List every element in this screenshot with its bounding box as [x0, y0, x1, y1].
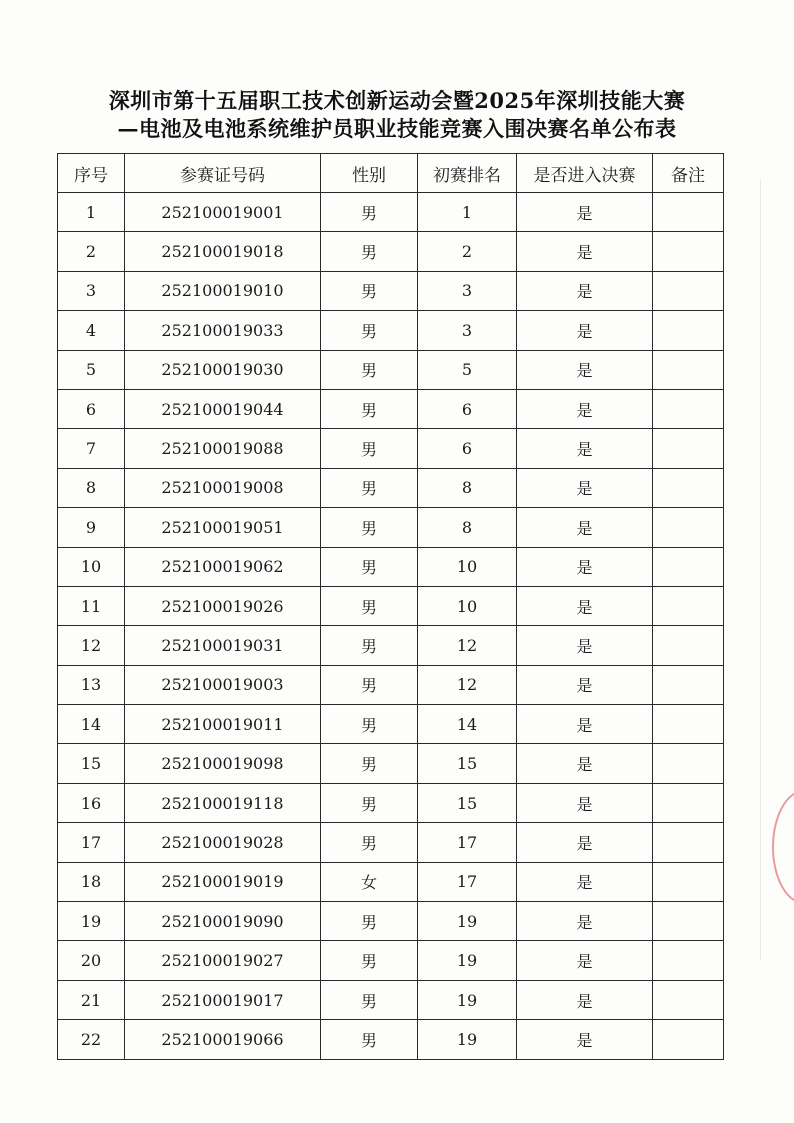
- table-row: [58, 902, 724, 941]
- cell-seq: 7: [58, 429, 125, 468]
- cell-id: 252100019088: [125, 429, 321, 468]
- cell-seq: 19: [58, 902, 125, 941]
- cell-id: 252100019090: [125, 902, 321, 941]
- table-row: [58, 980, 724, 1019]
- cell-rank: 10: [418, 547, 517, 586]
- cell-note: [653, 626, 724, 665]
- cell-note: [653, 1020, 724, 1059]
- cell-rank: 15: [418, 783, 517, 822]
- table-row: [58, 626, 724, 665]
- cell-sex: 男: [321, 193, 418, 232]
- cell-id: 252100019017: [125, 980, 321, 1019]
- cell-id: 252100019027: [125, 941, 321, 980]
- cell-final: 是: [517, 705, 653, 744]
- cell-rank: 14: [418, 705, 517, 744]
- table-row: [58, 468, 724, 507]
- header-seq: 序号: [58, 154, 125, 193]
- cell-id: 252100019031: [125, 626, 321, 665]
- cell-sex: 男: [321, 941, 418, 980]
- cell-id: 252100019008: [125, 468, 321, 507]
- cell-seq: 20: [58, 941, 125, 980]
- table-body: [58, 193, 724, 1060]
- cell-rank: 19: [418, 902, 517, 941]
- cell-sex: 男: [321, 547, 418, 586]
- cell-id: 252100019062: [125, 547, 321, 586]
- cell-id: 252100019028: [125, 823, 321, 862]
- cell-id: 252100019026: [125, 586, 321, 625]
- cell-sex: 男: [321, 232, 418, 271]
- cell-rank: 6: [418, 389, 517, 428]
- cell-note: [653, 941, 724, 980]
- cell-final: 是: [517, 862, 653, 901]
- cell-rank: 10: [418, 586, 517, 625]
- cell-note: [653, 862, 724, 901]
- cell-note: [653, 744, 724, 783]
- cell-note: [653, 665, 724, 704]
- cell-sex: 男: [321, 902, 418, 941]
- cell-final: 是: [517, 193, 653, 232]
- cell-seq: 15: [58, 744, 125, 783]
- cell-sex: 男: [321, 1020, 418, 1059]
- cell-sex: 男: [321, 468, 418, 507]
- cell-sex: 男: [321, 980, 418, 1019]
- cell-rank: 17: [418, 823, 517, 862]
- cell-final: 是: [517, 823, 653, 862]
- cell-note: [653, 547, 724, 586]
- finalist-table: [57, 153, 724, 1060]
- cell-final: 是: [517, 902, 653, 941]
- cell-seq: 9: [58, 508, 125, 547]
- table-row: [58, 232, 724, 271]
- cell-id: 252100019010: [125, 271, 321, 310]
- cell-note: [653, 350, 724, 389]
- table-row: [58, 271, 724, 310]
- cell-rank: 17: [418, 862, 517, 901]
- cell-rank: 3: [418, 311, 517, 350]
- table-row: [58, 823, 724, 862]
- cell-rank: 6: [418, 429, 517, 468]
- cell-note: [653, 311, 724, 350]
- cell-id: 252100019001: [125, 193, 321, 232]
- cell-sex: 男: [321, 626, 418, 665]
- cell-seq: 6: [58, 389, 125, 428]
- cell-seq: 4: [58, 311, 125, 350]
- table-row: [58, 941, 724, 980]
- cell-id: 252100019003: [125, 665, 321, 704]
- cell-id: 252100019066: [125, 1020, 321, 1059]
- cell-note: [653, 429, 724, 468]
- cell-final: 是: [517, 547, 653, 586]
- cell-final: 是: [517, 350, 653, 389]
- cell-final: 是: [517, 429, 653, 468]
- cell-rank: 12: [418, 626, 517, 665]
- cell-id: 252100019011: [125, 705, 321, 744]
- cell-final: 是: [517, 941, 653, 980]
- cell-note: [653, 902, 724, 941]
- table-row: [58, 389, 724, 428]
- cell-id: 252100019044: [125, 389, 321, 428]
- cell-rank: 12: [418, 665, 517, 704]
- header-sex: 性别: [321, 154, 418, 193]
- cell-rank: 3: [418, 271, 517, 310]
- header-id: 参赛证号码: [125, 154, 321, 193]
- cell-note: [653, 586, 724, 625]
- cell-seq: 16: [58, 783, 125, 822]
- cell-sex: 男: [321, 271, 418, 310]
- cell-id: 252100019019: [125, 862, 321, 901]
- cell-sex: 女: [321, 862, 418, 901]
- cell-sex: 男: [321, 508, 418, 547]
- cell-rank: 8: [418, 468, 517, 507]
- cell-seq: 11: [58, 586, 125, 625]
- cell-final: 是: [517, 232, 653, 271]
- cell-sex: 男: [321, 586, 418, 625]
- table-row: [58, 193, 724, 232]
- cell-rank: 1: [418, 193, 517, 232]
- cell-final: 是: [517, 468, 653, 507]
- cell-note: [653, 389, 724, 428]
- cell-rank: 15: [418, 744, 517, 783]
- header-note: 备注: [653, 154, 724, 193]
- cell-sex: 男: [321, 783, 418, 822]
- cell-final: 是: [517, 508, 653, 547]
- cell-id: 252100019118: [125, 783, 321, 822]
- cell-sex: 男: [321, 389, 418, 428]
- cell-note: [653, 193, 724, 232]
- cell-final: 是: [517, 311, 653, 350]
- table-row: [58, 429, 724, 468]
- cell-final: 是: [517, 783, 653, 822]
- table-row: [58, 705, 724, 744]
- table-row: [58, 547, 724, 586]
- cell-seq: 22: [58, 1020, 125, 1059]
- cell-note: [653, 508, 724, 547]
- cell-seq: 17: [58, 823, 125, 862]
- cell-sex: 男: [321, 350, 418, 389]
- cell-seq: 18: [58, 862, 125, 901]
- table-row: [58, 862, 724, 901]
- cell-rank: 5: [418, 350, 517, 389]
- cell-note: [653, 705, 724, 744]
- cell-rank: 19: [418, 941, 517, 980]
- cell-seq: 12: [58, 626, 125, 665]
- cell-final: 是: [517, 744, 653, 783]
- cell-note: [653, 232, 724, 271]
- cell-id: 252100019018: [125, 232, 321, 271]
- cell-sex: 男: [321, 429, 418, 468]
- document-title-line1: 深圳市第十五届职工技术创新运动会暨2025年深圳技能大赛: [108, 88, 686, 113]
- table-row: [58, 665, 724, 704]
- cell-sex: 男: [321, 665, 418, 704]
- official-seal-stamp: [772, 790, 794, 904]
- scan-edge-line: [760, 180, 761, 960]
- table-row: [58, 311, 724, 350]
- cell-note: [653, 271, 724, 310]
- table-header-row: [58, 154, 724, 193]
- document-title-line2: —电池及电池系统维护员职业技能竞赛入围决赛名单公布表: [117, 116, 677, 141]
- cell-seq: 10: [58, 547, 125, 586]
- table-row: [58, 508, 724, 547]
- cell-final: 是: [517, 271, 653, 310]
- cell-final: 是: [517, 980, 653, 1019]
- header-rank: 初赛排名: [418, 154, 517, 193]
- cell-id: 252100019098: [125, 744, 321, 783]
- cell-sex: 男: [321, 823, 418, 862]
- cell-rank: 19: [418, 980, 517, 1019]
- table-row: [58, 350, 724, 389]
- header-final: 是否进入决赛: [517, 154, 653, 193]
- cell-note: [653, 980, 724, 1019]
- cell-seq: 21: [58, 980, 125, 1019]
- cell-rank: 19: [418, 1020, 517, 1059]
- cell-seq: 8: [58, 468, 125, 507]
- cell-id: 252100019033: [125, 311, 321, 350]
- table-row: [58, 744, 724, 783]
- cell-seq: 1: [58, 193, 125, 232]
- table-row: [58, 586, 724, 625]
- cell-final: 是: [517, 389, 653, 428]
- cell-seq: 13: [58, 665, 125, 704]
- cell-final: 是: [517, 1020, 653, 1059]
- cell-final: 是: [517, 665, 653, 704]
- cell-id: 252100019051: [125, 508, 321, 547]
- cell-seq: 14: [58, 705, 125, 744]
- cell-seq: 3: [58, 271, 125, 310]
- cell-sex: 男: [321, 705, 418, 744]
- cell-note: [653, 823, 724, 862]
- cell-sex: 男: [321, 744, 418, 783]
- cell-note: [653, 783, 724, 822]
- table-row: [58, 1020, 724, 1059]
- table-row: [58, 783, 724, 822]
- cell-sex: 男: [321, 311, 418, 350]
- cell-id: 252100019030: [125, 350, 321, 389]
- cell-rank: 8: [418, 508, 517, 547]
- cell-note: [653, 468, 724, 507]
- cell-seq: 2: [58, 232, 125, 271]
- cell-final: 是: [517, 586, 653, 625]
- cell-final: 是: [517, 626, 653, 665]
- cell-rank: 2: [418, 232, 517, 271]
- cell-seq: 5: [58, 350, 125, 389]
